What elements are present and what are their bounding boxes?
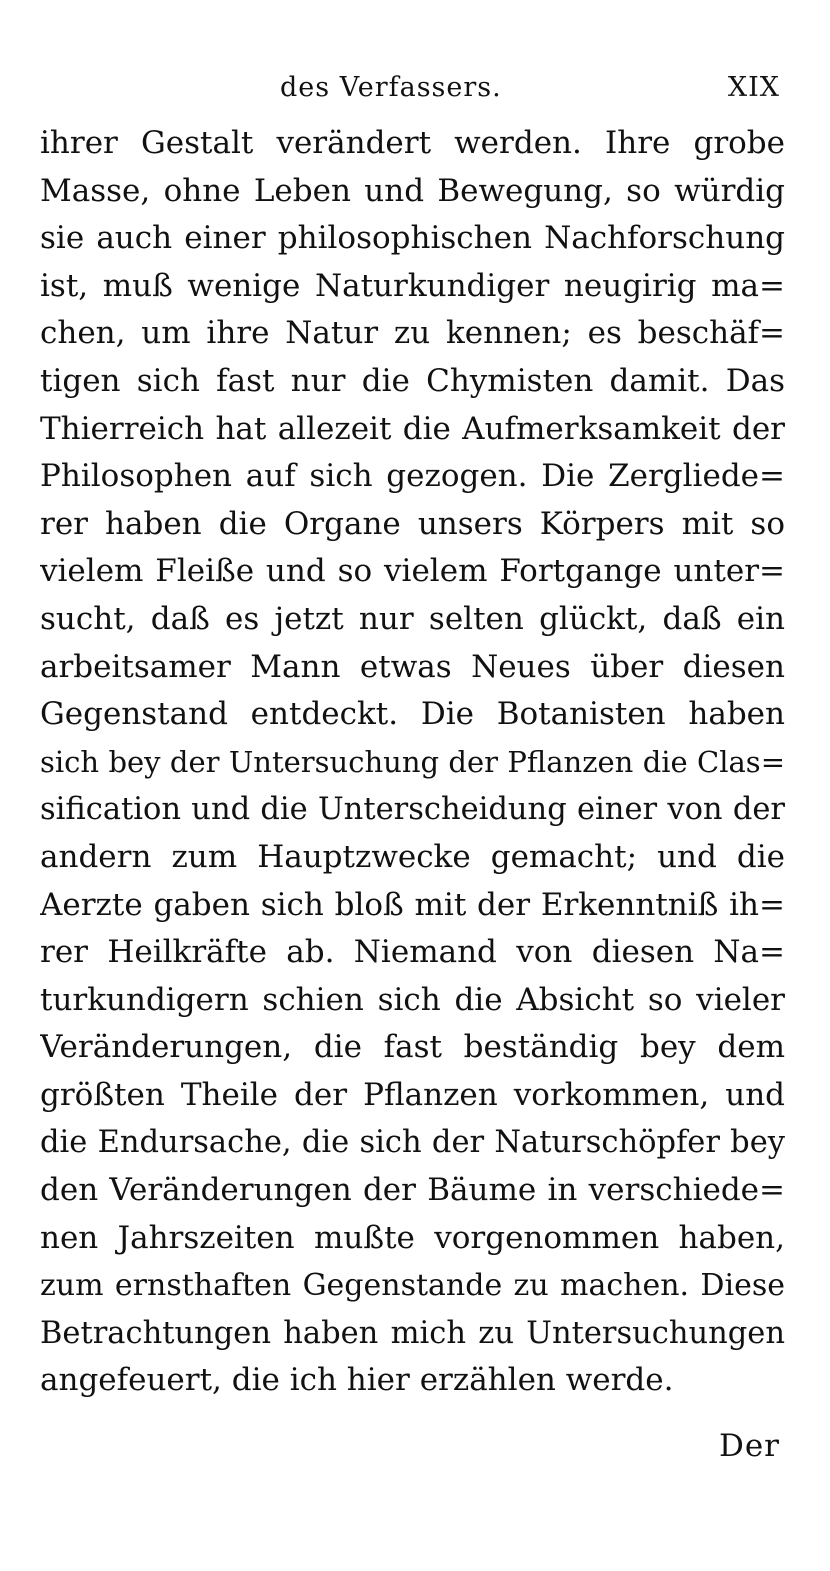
catchword: Der (718, 1428, 780, 1464)
text-line: größten Theile der Pflanzen vorkommen, und (40, 1076, 785, 1113)
running-header (40, 72, 790, 112)
text-line: arbeitsamer Mann etwas Neues über diesen (40, 648, 785, 685)
text-line: rer haben die Organe unsers Körpers mit so (40, 505, 785, 542)
text-line: andern zum Hauptzwecke gemacht; und die (40, 838, 785, 875)
text-line: zum ernsthaften Gegenstande zu machen. Diese (40, 1268, 785, 1304)
text-line: die Endursache, die sich der Naturschöpfer bey (40, 1125, 785, 1161)
text-line: sification und die Unterscheidung einer von der (40, 792, 785, 828)
text-line: vielem Fleiße und so vielem Fortgange unter= (40, 553, 785, 590)
page-number: XIX (727, 72, 780, 103)
body-text (40, 120, 785, 1405)
text-line: Thierreich hat allezeit die Aufmerksamkeit der (40, 410, 785, 447)
text-line: ist, muß wenige Naturkundiger neugirig ma= (40, 267, 785, 304)
text-line: Betrachtungen haben mich zu Untersuchungen (40, 1315, 785, 1351)
text-line: Masse, ohne Leben und Bewegung, so würdig (40, 172, 785, 209)
text-line: Veränderungen, die fast beständig bey dem (40, 1029, 785, 1066)
text-line: Philosophen auf sich gezogen. Die Zergliede= (40, 458, 785, 495)
text-line: tigen sich fast nur die Chymisten damit. Das (40, 362, 785, 399)
text-line: turkundigern schien sich die Absicht so vieler (40, 981, 785, 1018)
text-line: angefeuert, die ich hier erzählen werde. (40, 1362, 674, 1399)
text-line: nen Jahrszeiten mußte vorgenommen haben, (40, 1219, 785, 1256)
text-line: chen, um ihre Natur zu kennen; es beschäf= (40, 315, 785, 352)
text-line: sich bey der Untersuchung der Pflanzen die Clas= (40, 744, 785, 779)
text-line: Gegenstand entdeckt. Die Botanisten haben (40, 696, 785, 733)
text-line: sie auch einer philosophischen Nachforschung (40, 220, 785, 257)
text-line: sucht, daß es jetzt nur selten glückt, daß ein (40, 600, 785, 637)
running-title: des Verfassers. (280, 72, 502, 103)
text-line: rer Heilkräfte ab. Niemand von diesen Na= (40, 934, 785, 971)
text-line: ihrer Gestalt verändert werden. Ihre grobe (40, 125, 785, 161)
text-line: Aerzte gaben sich bloß mit der Erkenntniß ih= (40, 886, 785, 923)
text-line: den Veränderungen der Bäume in verschiede= (40, 1172, 785, 1209)
